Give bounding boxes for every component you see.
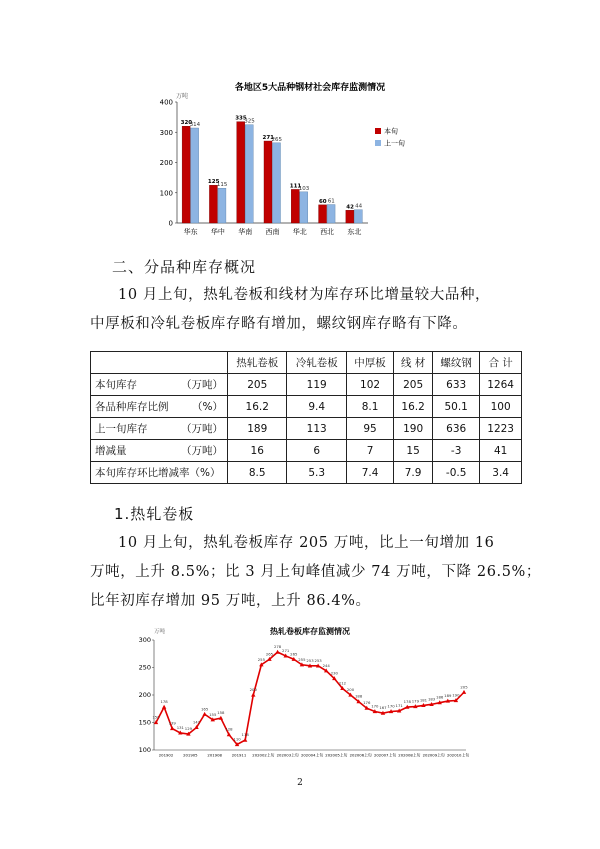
row-label-cell — [91, 418, 228, 440]
bar-previous — [354, 210, 362, 223]
table-row — [91, 462, 522, 484]
table-row — [91, 418, 522, 440]
table-cell: 113 — [287, 418, 346, 440]
x-category-label: 东北 — [347, 228, 362, 236]
row-label-cell — [91, 396, 228, 418]
intro-paragraph-line-1: 10 月上旬，热轧卷板和线材为库存环比增量较大品种， — [118, 287, 491, 303]
y-tick-label: 200 — [138, 691, 151, 700]
table-cell: 205 — [394, 374, 433, 396]
x-tick-label: 202008上旬 — [398, 752, 421, 758]
intro-paragraph-line-2: 中厚板和冷轧卷板库存略有增加，螺纹钢库存略有下降。 — [90, 316, 468, 332]
x-tick-label: 201908 — [207, 752, 222, 758]
data-point-label: 131 — [176, 724, 184, 730]
table-row — [91, 396, 522, 418]
data-point-label: 167 — [379, 705, 387, 711]
legend-label: 上一旬 — [384, 139, 405, 148]
row-label: 本旬库存 — [95, 379, 137, 391]
data-point-label: 118 — [241, 732, 249, 738]
bar-previous — [300, 192, 308, 223]
row-unit: （万吨） — [181, 445, 223, 457]
section-heading: 二、分品种库存概况 — [112, 258, 257, 276]
table-cell: 50.1 — [433, 396, 480, 418]
bar-value-label: 265 — [271, 136, 282, 143]
legend-label: 本旬 — [384, 127, 398, 136]
bar-previous — [327, 205, 335, 223]
bar-current — [291, 189, 299, 223]
table-cell: 636 — [433, 418, 480, 440]
hot-rolled-inventory-line-chart — [130, 624, 470, 764]
row-label: 本旬库存环比增减率（%） — [95, 467, 221, 479]
row-unit: （万吨） — [181, 379, 223, 391]
y-tick-label: 150 — [138, 718, 151, 727]
x-category-label: 华北 — [292, 228, 307, 236]
table-cell: 190 — [394, 418, 433, 440]
data-point-label: 271 — [282, 647, 290, 653]
table-cell: 102 — [346, 374, 393, 396]
y-tick-label: 0 — [168, 219, 173, 228]
bar-value-label: 61 — [327, 198, 335, 205]
table-cell: 16.2 — [228, 396, 287, 418]
data-point-label: 128 — [225, 726, 233, 732]
data-point — [170, 726, 174, 730]
table-cell: 3.4 — [480, 462, 522, 484]
table-cell: 205 — [228, 374, 287, 396]
bar-previous — [218, 188, 226, 223]
row-label-cell — [91, 462, 228, 484]
table-row — [91, 374, 522, 396]
data-point — [275, 650, 279, 654]
x-tick-label: 202010上旬 — [446, 752, 470, 758]
data-point-label: 200 — [346, 687, 355, 692]
header-cell: 螺纹钢 — [433, 352, 480, 374]
data-point-label: 179 — [411, 698, 419, 704]
y-tick-label: 400 — [159, 98, 173, 107]
data-point-label: 155 — [209, 711, 217, 717]
header-cell: 合 计 — [480, 352, 522, 374]
x-category-label: 华东 — [183, 228, 198, 236]
table-cell: 7.4 — [346, 462, 393, 484]
data-point-label: 200 — [249, 687, 257, 692]
bar-value-label: 42 — [346, 204, 354, 211]
bar-value-label: 60 — [318, 198, 327, 205]
x-category-label: 华中 — [210, 228, 225, 236]
header-cell: 冷轧卷板 — [287, 352, 346, 374]
y-tick-label: 300 — [159, 128, 173, 137]
x-tick-label: 202007上旬 — [373, 752, 397, 758]
header-cell: 热轧卷板 — [228, 352, 287, 374]
x-tick-label: 201905 — [183, 752, 198, 758]
table-cell: 41 — [480, 440, 522, 462]
data-point-label: 189 — [444, 693, 452, 699]
y-tick-label: 100 — [159, 189, 173, 198]
x-tick-label: 202002上旬 — [252, 752, 275, 758]
data-point-label: 253 — [306, 657, 314, 663]
table-cell: 6 — [287, 440, 346, 462]
data-point — [202, 712, 206, 716]
data-point-label: 244 — [322, 662, 330, 668]
table-cell: 7 — [346, 440, 393, 462]
data-point-label: 170 — [387, 703, 395, 709]
bar-value-label: 44 — [355, 203, 363, 210]
table-header-row — [91, 352, 522, 374]
data-point-label: 212 — [338, 680, 347, 686]
data-point-label: 186 — [436, 694, 444, 700]
y-tick-label: 300 — [138, 636, 151, 645]
bar-value-label: 335 — [235, 115, 247, 122]
table-cell: 95 — [346, 418, 393, 440]
table-cell: 7.9 — [394, 462, 433, 484]
data-point-label: 253 — [314, 657, 322, 663]
data-point — [251, 693, 255, 697]
data-point-label: 150 — [152, 714, 160, 720]
bar-previous — [273, 143, 281, 223]
x-tick-label: 202006上旬 — [349, 752, 372, 758]
subheading-hot-rolled: 1.热轧卷板 — [114, 505, 195, 523]
table-cell: -0.5 — [433, 462, 480, 484]
table-cell: -3 — [433, 440, 480, 462]
bar-current — [346, 210, 354, 223]
bar-current — [237, 122, 245, 223]
x-category-label: 西北 — [320, 228, 335, 236]
data-point-label: 205 — [460, 684, 468, 690]
regional-inventory-bar-chart — [140, 78, 480, 243]
table-cell: 16 — [228, 440, 287, 462]
y-axis-unit-label: 万吨 — [154, 629, 166, 635]
legend-swatch — [375, 128, 381, 134]
row-unit: （%） — [192, 401, 223, 413]
data-point-label: 170 — [371, 703, 379, 709]
row-label: 各品种库存比例 — [95, 401, 169, 413]
bar-previous — [191, 128, 199, 223]
bar-previous — [245, 125, 253, 223]
table-corner-cell — [91, 352, 228, 374]
chart-title: 热轧卷板库存监测情况 — [270, 627, 350, 636]
data-point-label: 181 — [419, 697, 428, 703]
bar-current — [182, 126, 190, 223]
x-tick-label: 202009上旬 — [422, 752, 445, 758]
data-point-label: 165 — [201, 706, 209, 712]
table-cell: 633 — [433, 374, 480, 396]
x-tick-label: 202005上旬 — [325, 752, 348, 758]
bar-value-label: 325 — [244, 118, 255, 125]
bar-current — [319, 205, 327, 223]
data-point-label: 110 — [233, 736, 241, 742]
data-point-label: 230 — [330, 670, 338, 676]
data-point-label: 178 — [403, 699, 411, 705]
row-label-cell — [91, 374, 228, 396]
bar-value-label: 314 — [189, 122, 201, 129]
data-point-label: 129 — [184, 726, 193, 732]
hr-paragraph-line-2: 万吨，上升 8.5%；比 3 月上旬峰值减少 74 万吨，下降 26.5%； — [90, 564, 542, 580]
bar-current — [209, 185, 217, 223]
table-cell: 189 — [228, 418, 287, 440]
data-point-label: 278 — [273, 644, 282, 650]
table-cell: 119 — [287, 374, 346, 396]
x-tick-label: 202003上旬 — [276, 752, 299, 758]
y-tick-label: 250 — [138, 663, 151, 672]
data-point-label: 188 — [355, 693, 363, 699]
hr-paragraph-line-3: 比年初库存增加 95 万吨，上升 86.4%。 — [90, 593, 371, 609]
bar-value-label: 125 — [207, 179, 220, 186]
x-tick-label: 201902 — [158, 752, 174, 758]
table-cell: 15 — [394, 440, 433, 462]
table-cell: 8.1 — [346, 396, 393, 418]
data-point-label: 183 — [427, 696, 436, 702]
page-number: 2 — [297, 778, 303, 788]
bar-value-label: 271 — [262, 135, 274, 142]
table-cell: 5.3 — [287, 462, 346, 484]
data-point — [162, 705, 166, 709]
header-cell: 中厚板 — [346, 352, 393, 374]
x-tick-label: 202004上旬 — [300, 752, 324, 758]
table-row — [91, 440, 522, 462]
bar-value-label: 115 — [216, 182, 228, 189]
inventory-table — [90, 351, 522, 484]
data-point-label: 139 — [168, 720, 176, 726]
header-cell: 线 材 — [394, 352, 433, 374]
data-point-label: 265 — [265, 651, 274, 657]
legend-swatch — [375, 140, 381, 146]
hr-paragraph-line-1: 10 月上旬，热轧卷板库存 205 万吨，比上一旬增加 16 — [118, 535, 495, 551]
data-point-label: 255 — [298, 656, 306, 662]
row-label: 增减量 — [95, 445, 127, 457]
table-cell: 9.4 — [287, 396, 346, 418]
data-point-label: 171 — [395, 702, 403, 708]
data-point — [462, 690, 466, 694]
data-point — [243, 738, 247, 742]
data-point-label: 265 — [290, 651, 298, 657]
table-cell: 1223 — [480, 418, 522, 440]
x-tick-label: 201911 — [231, 752, 247, 758]
bar-value-label: 320 — [180, 120, 193, 127]
table-cell: 16.2 — [394, 396, 433, 418]
bar-value-label: 111 — [289, 183, 302, 190]
x-category-label: 华南 — [238, 228, 253, 236]
bar-current — [264, 141, 272, 223]
y-axis-unit-label: 万吨 — [176, 93, 189, 100]
x-category-label: 西南 — [265, 228, 280, 236]
bar-value-label: 103 — [298, 185, 310, 192]
table-cell: 100 — [480, 396, 522, 418]
data-point-label: 158 — [217, 710, 225, 716]
data-point-label: 255 — [257, 656, 265, 662]
data-point-label: 176 — [363, 700, 371, 706]
data-point-label: 190 — [452, 692, 460, 698]
y-tick-label: 200 — [159, 159, 173, 167]
table-cell: 1264 — [480, 374, 522, 396]
chart-title: 各地区5大品种钢材社会库存监测情况 — [234, 83, 386, 93]
data-point-label: 178 — [160, 699, 168, 705]
row-unit: （万吨） — [181, 423, 223, 435]
data-point-label: 141 — [192, 719, 201, 725]
row-label: 上一旬库存 — [95, 423, 148, 435]
y-tick-label: 100 — [138, 746, 151, 755]
row-label-cell — [91, 440, 228, 462]
table-cell: 8.5 — [228, 462, 287, 484]
